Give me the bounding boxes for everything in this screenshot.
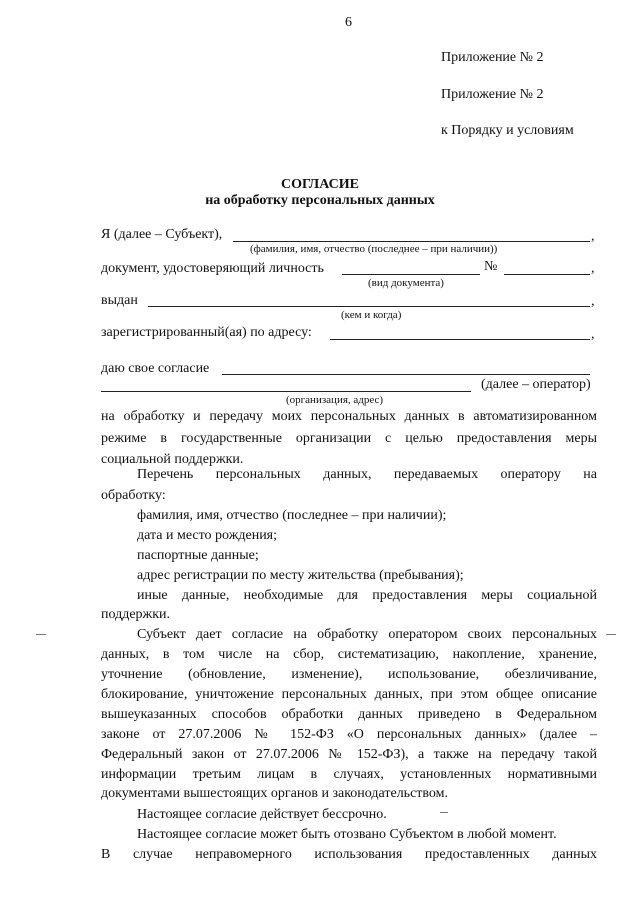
- body-text-line: Настоящее согласие действует бессрочно.: [137, 807, 387, 822]
- body-text-line: социальной поддержки.: [101, 452, 244, 467]
- number-sign: №: [484, 259, 498, 274]
- list-item: дата и место рождения;: [137, 528, 278, 543]
- body-text-line: Настоящее согласие может быть отозвано Субъектом в любой момент.: [137, 827, 557, 842]
- document-comma: ,: [591, 261, 595, 276]
- operator-fill-line: [101, 391, 471, 392]
- document-subtitle: на обработку персональных данных: [205, 193, 435, 208]
- registered-comma: ,: [591, 327, 595, 342]
- body-text-line: Федеральный закон от 27.07.2006 № 152-ФЗ), а также на передачу такой: [101, 747, 597, 762]
- appendix-line-2: Приложение № 2: [441, 87, 544, 102]
- issued-hint: (кем и когда): [341, 309, 402, 321]
- issued-comma: ,: [591, 294, 595, 309]
- subject-label: Я (далее – Субъект),: [101, 227, 223, 242]
- consent-fill-line: [222, 374, 590, 375]
- appendix-line-3: к Порядку и условиям: [441, 123, 574, 138]
- document-hint: (вид документа): [368, 277, 444, 289]
- subject-comma: ,: [591, 229, 595, 244]
- issued-label: выдан: [101, 293, 138, 308]
- appendix-line-1: Приложение № 2: [441, 50, 544, 65]
- body-text-line: вышеуказанных способов обработки данных приведено в Федеральном: [101, 707, 597, 722]
- registered-fill-line: [330, 339, 590, 340]
- consent-label: даю свое согласие: [101, 361, 210, 376]
- subject-fill-line: [233, 241, 590, 242]
- body-text-line: уточнение (обновление, изменение), использование, обезличивание,: [101, 667, 597, 682]
- body-text-line: законе от 27.07.2006 № 152-ФЗ «О персональных данных» (далее –: [101, 727, 597, 742]
- body-text-line: на обработку и передачу моих персональных данных в автоматизированном: [101, 409, 597, 424]
- issued-fill-line: [148, 306, 590, 307]
- page-number: 6: [345, 15, 352, 30]
- body-text-line: Перечень персональных данных, передаваемых оператору на: [137, 467, 597, 482]
- scan-mark: [440, 812, 448, 813]
- body-text-line: Субъект дает согласие на обработку оператором своих персональных: [137, 627, 597, 642]
- subject-hint: (фамилия, имя, отчество (последнее – при наличии)): [250, 243, 498, 255]
- document-type-line: [342, 274, 480, 275]
- body-text-line: поддержки.: [101, 607, 171, 622]
- body-text-line: режиме в государственные организации с целью предоставления меры: [101, 431, 597, 446]
- body-text-line: В случае неправомерного использования предоставленных данных: [101, 847, 597, 862]
- body-text-line: иные данные, необходимые для предоставления меры социальной: [137, 588, 597, 603]
- list-item: фамилия, имя, отчество (последнее – при наличии);: [137, 508, 447, 523]
- document-title: СОГЛАСИЕ: [281, 177, 359, 192]
- scan-mark: [36, 634, 46, 635]
- body-text-line: обработку:: [101, 488, 166, 503]
- registered-label: зарегистрированный(ая) по адресу:: [101, 325, 312, 340]
- operator-hint: (организация, адрес): [286, 394, 384, 406]
- list-item: паспортные данные;: [137, 548, 259, 563]
- body-text-line: блокирование, уничтожение персональных данных, при этом общее описание: [101, 687, 597, 702]
- list-item: адрес регистрации по месту жительства (пребывания);: [137, 568, 464, 583]
- operator-suffix: (далее – оператор): [481, 377, 591, 392]
- body-text-line: информации третьим лицам в случаях, установленных нормативными: [101, 767, 597, 782]
- scan-mark: [606, 634, 616, 635]
- document-number-line: [504, 274, 590, 275]
- body-text-line: документами вышестоящих органов и законодательством.: [101, 786, 449, 801]
- body-text-line: данных, в том числе на сбор, систематизацию, накопление, хранение,: [101, 647, 597, 662]
- document-label: документ, удостоверяющий личность: [101, 261, 324, 276]
